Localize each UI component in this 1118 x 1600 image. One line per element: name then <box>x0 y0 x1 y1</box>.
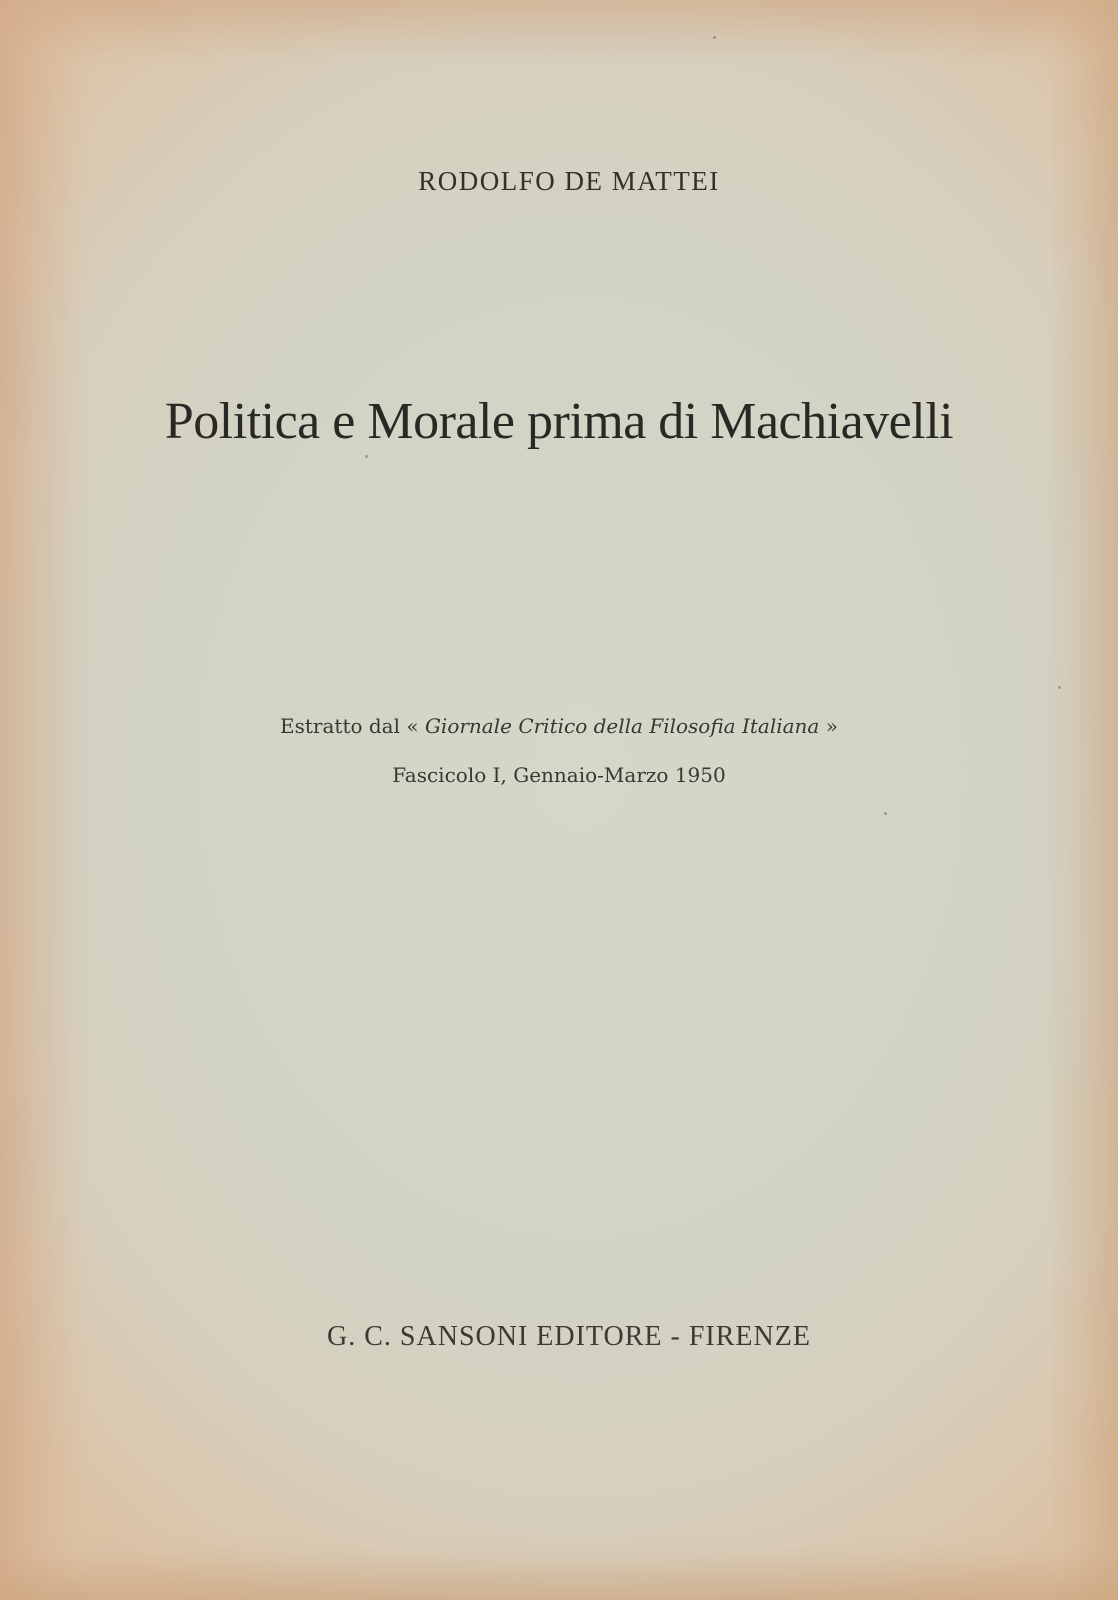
paper-stain-right <box>1048 0 1118 1600</box>
publisher-imprint: G. C. SANSONI EDITORE - FIRENZE <box>327 1321 811 1352</box>
extract-line <box>0 714 1118 738</box>
paper-stain-left <box>0 0 90 1600</box>
author-name: RODOLFO DE MATTEI <box>418 166 720 196</box>
extract-suffix: » <box>825 714 838 738</box>
paper-stain-top <box>0 0 1118 60</box>
paper-speck <box>884 812 887 815</box>
paper-speck <box>713 36 716 39</box>
paper-speck <box>365 455 368 458</box>
paper-speck <box>1058 686 1061 689</box>
journal-name: Giornale Critico della Filosofia Italiana <box>424 714 820 738</box>
issue-line: Fascicolo I, Gennaio-Marzo 1950 <box>392 763 726 787</box>
paper-stain-bottom <box>0 1550 1118 1600</box>
book-title: Politica e Morale prima di Machiavelli <box>164 393 954 450</box>
extract-prefix: Estratto dal « <box>280 714 419 738</box>
